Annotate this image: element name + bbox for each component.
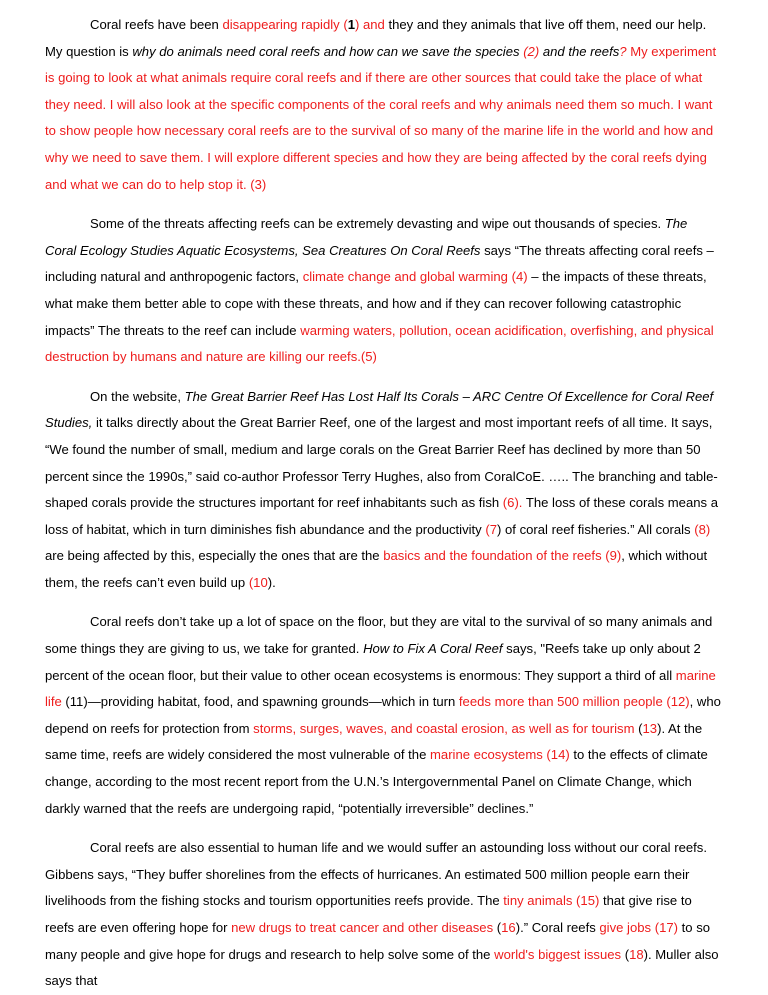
text-run: says “The threats affecting coral reefs – including natural and anthropogenic factors, [45,242,714,285]
text-run: ). At the same time, reefs are widely considered the most vulnerable of the [45,720,703,763]
text-run: 1 [347,17,355,32]
text-run: give jobs (17) [599,920,678,935]
text-run: ( [621,946,630,962]
text-run: The loss of these corals means a loss of habitat, which in turn diminishes fish abundance and the productivity [45,495,718,537]
text-run: it talks directly about the Great Barrier Reef, one of the largest and most important reefs of all time. It says, “We found the number of small, medium and large corals on the Great Barrier Reef has declined by more than 50 percent since the 1990s,” said co-author Professor Terry Hughes, also from CoralCoE. ….. The branching and table-shaped corals provide the structures important for reef inhabitants such as fish [45,415,718,511]
text-run: says, "Reefs take up only about 2 percent of the ocean floor, but their value to other ocean ecosystems is enormous: They support a third of all [45,641,701,683]
text-run: are being affected by this, especially the ones that are the [45,548,384,564]
text-run: (7 [485,521,498,537]
text-run: climate change and global warming (4) [302,269,528,285]
text-run: disappearing rapidly ( [222,17,348,32]
text-run: storms, surges, waves, and coastal erosion, as well as for tourism [253,720,635,736]
text-run: to the effects of climate change, according to the most recent report from the U.N.’s Intergovernmental Panel on Climate Change, which darkly warned that the reefs are undergoing rapid, “potentially irreversible” declines.” [45,747,708,816]
paragraph-human-life [45,835,721,995]
text-run: My experiment is going to look at what animals require coral reefs and if there are other sources that could take the place of what they need. I will also look at the specific components of the coral reefs and why animals need them so much. I want to show people how necessary coral reefs are to the survival of so many of the marine life in the world and how and why we need to save them. I will explore different species and how they are being affected by the coral reefs dying and what we can do to help stop it. (3) [45,43,717,192]
text-run: ). Muller also says that [45,946,719,989]
text-run: marine ecosystems (14) [430,747,570,763]
text-run: (6). [502,495,523,511]
text-run: , who depend on reefs for protection from [45,694,721,736]
text-run: tiny animals (15) [503,893,600,909]
paragraph-threats [45,211,721,371]
text-run: – the impacts of these threats, what make them better able to cope with these threats, and how and if they can recover following catastrophic impacts” The threats to the reef can include [45,269,707,338]
text-run: warming waters, pollution, ocean acidification, overfishing, and physical destruction by humans and nature are killing our reefs.(5) [45,322,714,365]
paragraph-intro [45,12,721,198]
text-run: Coral reefs don’t take up a lot of space on the floor, but they are vital to the survival of so many animals and some things they are giving to us, we take for granted. [45,614,713,657]
text-run: that give rise to reefs are even offering hope for [45,893,692,935]
text-run: The Great Barrier Reef Has Lost Half Its Corals – ARC Centre Of Excellence for Coral Reef Studies, [45,388,714,431]
text-run: they and they animals that live off them, need our help. My question is [45,17,707,59]
text-run: The Coral Ecology Studies Aquatic Ecosystems, Sea Creatures On Coral Reefs [45,216,688,258]
text-run: to so many people and give hope for drugs and research to help solve some of the [45,920,711,962]
text-run: (8) [694,521,711,537]
text-run: basics and the foundation of the reefs (9) [383,548,622,564]
text-run: 16 [501,920,516,935]
text-run: ( [634,720,643,736]
text-run: ( [493,920,502,935]
text-run: ) and [354,17,385,32]
text-run: Coral reefs are also essential to human life and we would suffer an astounding loss without our coral reefs. Gibbens says, “They buffer shorelines from the effects of hurricanes. An estimated 500 million people earn their livelihoods from the fishing stocks and tourism opportunities reefs provide. The [45,840,707,909]
text-run: ).” Coral reefs [515,920,600,935]
text-run: why do animals need coral reefs and how can we save the species [132,43,520,59]
paragraph-great-barrier-reef [45,384,721,597]
text-run: feeds more than 500 million people (12) [458,694,690,710]
text-run: new drugs to treat cancer and other diseases [231,920,494,935]
text-run: 18 [629,946,644,962]
text-run: Some of the threats affecting reefs can be extremely devasting and wipe out thousands of species. [90,216,665,232]
text-run: 13 [642,720,658,736]
text-run: ? [619,43,627,59]
text-run: (11)—providing habitat, food, and spawning grounds—which in turn [61,694,459,710]
text-run: marine life [45,667,716,710]
text-run: ) of coral reef fisheries.” All corals [497,521,695,537]
text-run: world's biggest issues [494,946,622,962]
text-run: Coral reefs have been [90,17,223,32]
paragraph-ocean-floor [45,609,721,822]
text-run: ). [267,574,276,590]
text-run: How to Fix A Coral Reef [363,641,503,657]
text-run: (10 [248,574,268,590]
text-run: , which without them, the reefs can’t even build up [45,548,708,590]
text-run: (2) [523,43,540,59]
text-run: and the reefs [539,43,620,59]
text-run: On the website, [90,388,185,404]
